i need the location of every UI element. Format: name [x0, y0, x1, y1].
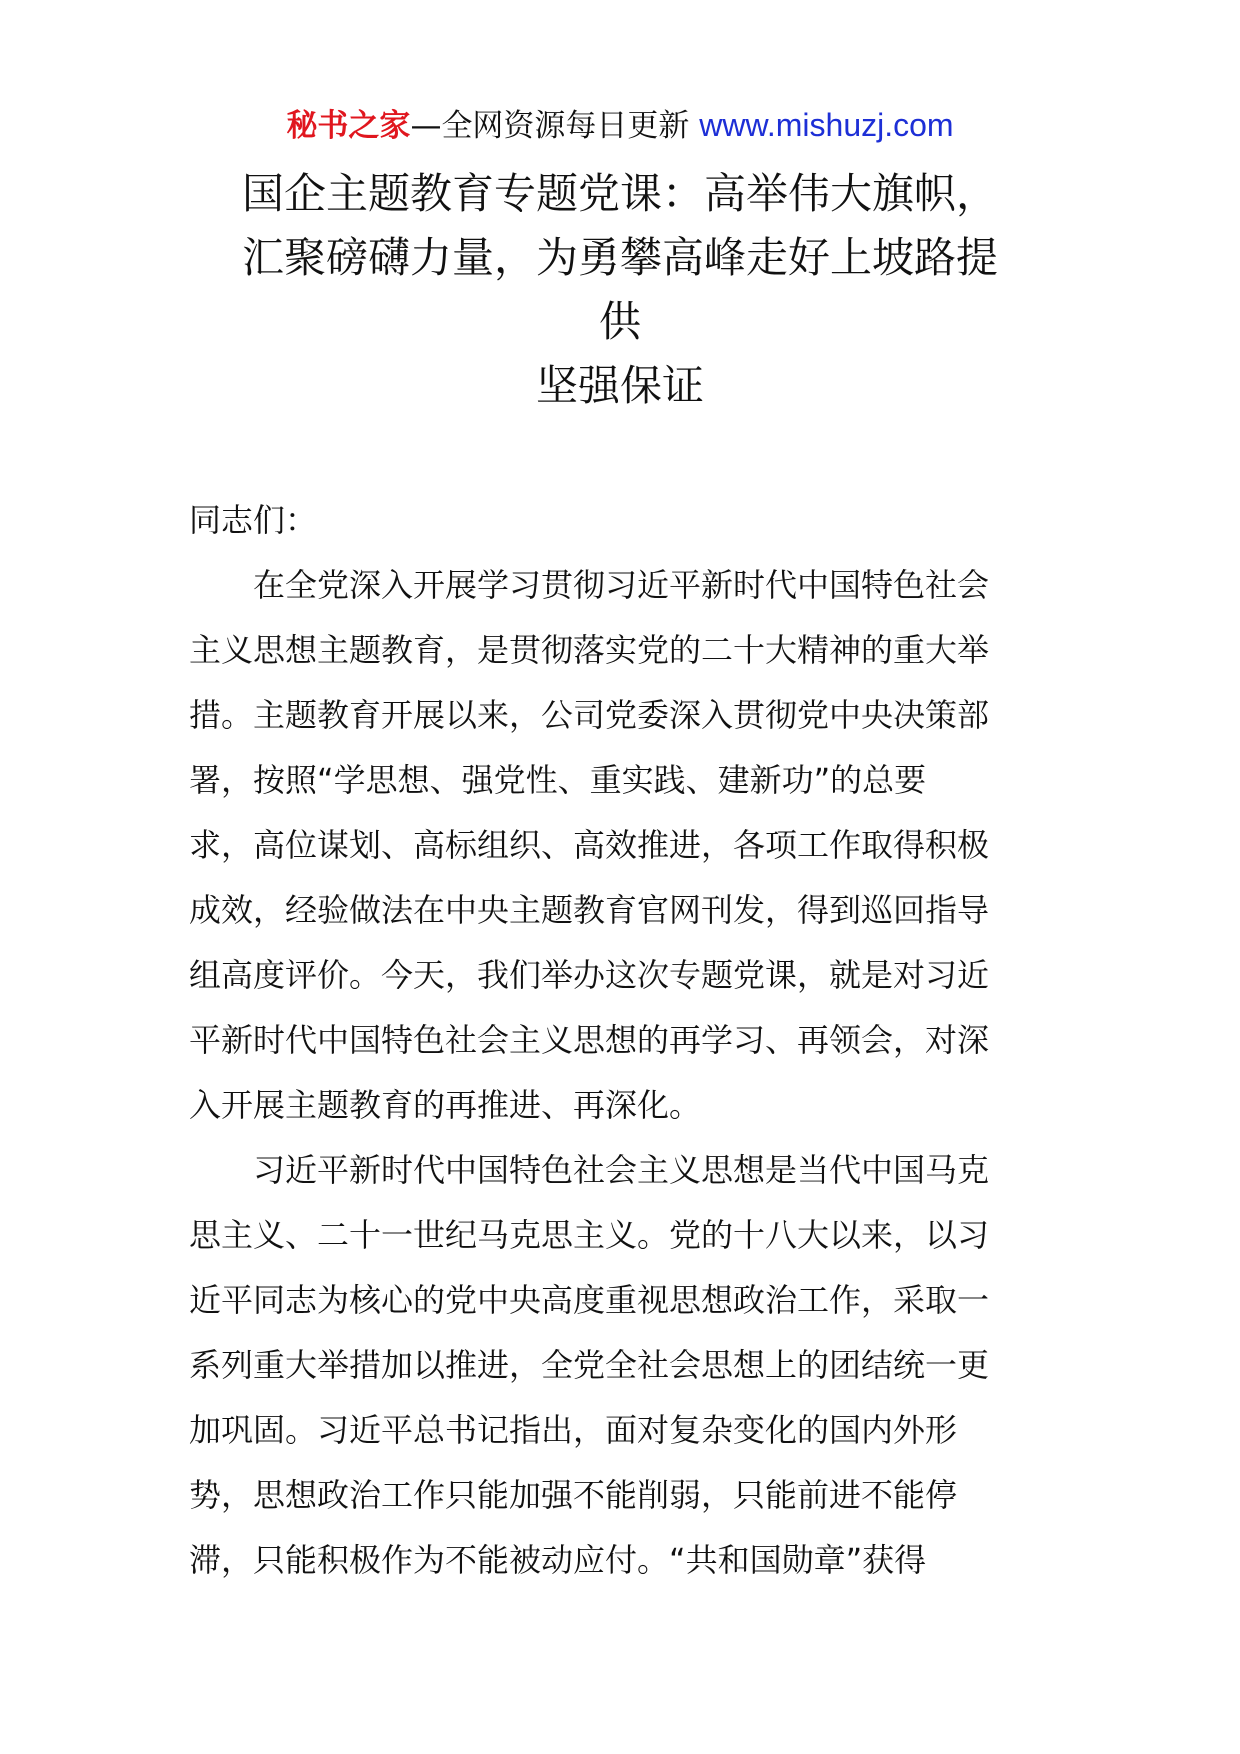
- paragraph-line: 势，思想政治工作只能加强不能削弱，只能前进不能停: [189, 1476, 958, 1514]
- document-title: [180, 162, 1060, 418]
- paragraph-line: 署，按照“学思想、强党性、重实践、建新功”的总要: [189, 761, 927, 799]
- salutation: 同志们：: [189, 501, 318, 539]
- paragraph: [189, 553, 1053, 1138]
- site-header: [0, 100, 1240, 151]
- paragraph-line: 成效，经验做法在中央主题教育官网刊发，得到巡回指导: [189, 891, 990, 929]
- paragraph-line: 措。主题教育开展以来，公司党委深入贯彻党中央决策部: [189, 696, 990, 734]
- title-line: 国企主题教育专题党课：高举伟大旗帜，: [241, 169, 998, 218]
- paragraph-line: 滞，只能积极作为不能被动应付。“共和国勋章”获得: [189, 1541, 927, 1579]
- document-body: [189, 488, 1053, 1593]
- site-tagline: —全网资源每日更新: [410, 108, 690, 144]
- paragraph-line: 求，高位谋划、高标组织、高效推进，各项工作取得积极: [189, 826, 990, 864]
- paragraph-line: 入开展主题教育的再推进、再深化。: [189, 1086, 702, 1124]
- title-line: 供: [598, 297, 641, 346]
- title-line: 坚强保证: [535, 361, 704, 410]
- site-url[interactable]: www.mishuzj.com: [699, 107, 954, 143]
- paragraph-line: 习近平新时代中国特色社会主义思想是当代中国马克: [253, 1151, 990, 1189]
- paragraph-line: 思主义、二十一世纪马克思主义。党的十八大以来，以习: [189, 1216, 990, 1254]
- paragraph-line: 近平同志为核心的党中央高度重视思想政治工作，采取一: [189, 1281, 990, 1319]
- paragraph-line: 系列重大举措加以推进，全党全社会思想上的团结统一更: [189, 1346, 990, 1384]
- site-brand: 秘书之家: [286, 108, 411, 144]
- paragraph-line: 加巩固。习近平总书记指出，面对复杂变化的国内外形: [189, 1411, 958, 1449]
- paragraph-line: 平新时代中国特色社会主义思想的再学习、再领会，对深: [189, 1021, 990, 1059]
- paragraph-line: 在全党深入开展学习贯彻习近平新时代中国特色社会: [253, 566, 990, 604]
- paragraph-line: 主义思想主题教育，是贯彻落实党的二十大精神的重大举: [189, 631, 990, 669]
- paragraph-line: 组高度评价。今天，我们举办这次专题党课，就是对习近: [189, 956, 990, 994]
- paragraph: [189, 1138, 1053, 1593]
- title-line: 汇聚磅礴力量，为勇攀高峰走好上坡路提: [241, 233, 998, 282]
